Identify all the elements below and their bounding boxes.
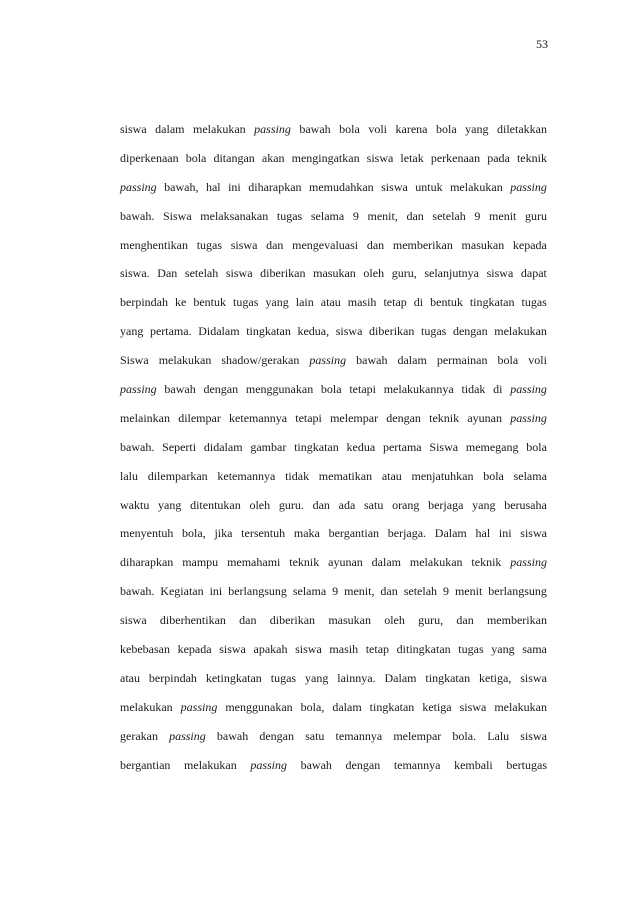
word: siswa <box>120 122 147 136</box>
word: shadow/gerakan <box>221 353 300 368</box>
word: melakukannya <box>383 382 454 397</box>
word: bola <box>320 382 342 397</box>
word: mengevaluasi <box>292 237 359 252</box>
word: 9 <box>332 584 339 599</box>
word: menghentikan <box>120 237 188 252</box>
word: bawah. <box>120 584 155 599</box>
word: bawah <box>300 757 332 772</box>
word: masukan <box>461 237 505 252</box>
word: setelah <box>184 266 219 281</box>
word: siswa <box>295 642 322 657</box>
word: diberikan <box>269 613 316 628</box>
word: teknik <box>471 555 502 570</box>
word: memegang <box>465 439 519 454</box>
word: passing <box>510 555 547 570</box>
word: perkenaan <box>430 150 481 165</box>
word: memberikan <box>392 237 453 252</box>
word: gambar <box>250 439 287 454</box>
word: tingkatan <box>246 324 291 339</box>
word: siswa <box>459 699 487 714</box>
text-line <box>120 726 547 755</box>
text-line <box>120 408 547 437</box>
word: bola <box>436 122 457 136</box>
word: passing <box>510 410 547 425</box>
word: melakukan <box>494 324 547 339</box>
word: melakukan <box>409 555 463 570</box>
word: oleh <box>384 613 405 628</box>
text-line <box>120 610 547 639</box>
text-line <box>120 206 547 235</box>
word: mengingatkan <box>291 150 360 165</box>
word: tingkatan <box>294 439 339 454</box>
word: yang <box>465 122 489 136</box>
word: ditentukan <box>190 497 241 512</box>
word: tugas <box>421 324 447 339</box>
word: menggunakan <box>245 382 314 397</box>
word: bergantian <box>120 757 171 772</box>
word: bawah <box>164 382 196 397</box>
word: berpindah <box>120 295 168 310</box>
word: ketingkatan <box>205 670 262 685</box>
word: menit <box>454 584 483 599</box>
word: passing <box>169 728 206 743</box>
word: 9 <box>474 208 481 223</box>
word: waktu <box>120 497 150 512</box>
word: kebebasan <box>120 642 170 657</box>
word: melakukan <box>184 757 237 772</box>
word: ada <box>338 497 356 512</box>
word: berjaga <box>428 497 464 512</box>
word: mematikan <box>318 468 373 483</box>
word: dalam <box>332 699 362 714</box>
word: dapat <box>520 266 547 281</box>
word: siswa <box>381 179 408 194</box>
word: bola <box>185 150 207 165</box>
word: letak <box>400 150 424 165</box>
word: memahami <box>227 555 281 570</box>
word: bola. <box>452 728 477 743</box>
word: teknik <box>429 410 460 425</box>
word: Dan <box>157 266 178 281</box>
word: dilemparkan <box>147 468 208 483</box>
word: siswa <box>219 642 246 657</box>
word: pertama <box>382 439 422 454</box>
word: selama <box>513 468 547 483</box>
word: tugas <box>521 295 547 310</box>
word: melakukan <box>494 699 547 714</box>
word: dengan <box>386 410 421 425</box>
text-line <box>120 119 547 148</box>
word: siswa <box>520 728 547 743</box>
word: melakukan <box>158 353 212 368</box>
word: siswa <box>225 266 253 281</box>
word: permainan <box>436 353 488 368</box>
word: kepada <box>177 642 212 657</box>
text-line <box>120 292 547 321</box>
word: dan <box>266 237 284 252</box>
word: satu <box>305 728 325 743</box>
word: selama <box>292 584 327 599</box>
word: kedua, <box>297 324 330 339</box>
word: kedua <box>346 439 376 454</box>
word: diletakkan <box>497 122 547 136</box>
text-line <box>120 321 547 350</box>
word: atau <box>120 670 140 685</box>
word: apakah <box>253 642 288 657</box>
word: berusaha <box>504 497 547 512</box>
word: 9 <box>443 584 449 599</box>
word: tingkatan <box>369 699 415 714</box>
word: passing <box>309 353 347 368</box>
word: kepada <box>512 237 547 252</box>
word: ini <box>228 179 241 194</box>
word: bertugas <box>506 757 547 772</box>
word: teknik <box>516 150 547 165</box>
word: tetapi <box>295 410 322 425</box>
word: bentuk <box>430 295 463 310</box>
word: diperkenaan <box>120 150 179 165</box>
word: siswa <box>520 670 547 685</box>
word: melakukan <box>120 699 173 714</box>
word: bawah <box>299 122 331 136</box>
word: ini <box>498 526 512 541</box>
word: masukan <box>313 266 356 281</box>
word: Dalam <box>434 526 467 541</box>
page-number: 53 <box>536 37 548 51</box>
word: passing <box>254 122 291 136</box>
word: gerakan <box>120 728 158 743</box>
word: lainnya. <box>337 670 376 685</box>
text-line <box>120 697 547 726</box>
word: karena <box>395 122 428 136</box>
word: memudahkan <box>309 179 374 194</box>
word: bawah. <box>120 439 155 454</box>
word: passing <box>510 179 547 194</box>
word: ketiga <box>422 699 452 714</box>
text-line <box>120 350 547 379</box>
word: Siswa <box>162 208 192 223</box>
word: orang <box>392 497 420 512</box>
word: dan <box>239 613 257 628</box>
word: tugas <box>270 670 297 685</box>
word: Siswa <box>429 439 459 454</box>
word: tetapi <box>349 382 376 397</box>
word: ayunan <box>467 410 502 425</box>
text-line <box>120 177 547 206</box>
word: temannya <box>393 757 441 772</box>
word: yang <box>158 497 182 512</box>
word: dan <box>406 208 424 223</box>
word: tugas <box>276 208 303 223</box>
word: berlangsung <box>228 584 287 599</box>
word: di <box>493 382 503 397</box>
word: yang <box>120 324 144 339</box>
word: menit, <box>344 584 375 599</box>
word: menggunakan <box>225 699 293 714</box>
word: masukan <box>328 613 371 628</box>
word: maka <box>293 526 320 541</box>
word: dengan <box>259 728 294 743</box>
word: dan <box>366 237 385 252</box>
word: bola, <box>182 526 206 541</box>
word: jika <box>214 526 233 541</box>
word: oleh <box>363 266 385 281</box>
word: passing <box>180 699 218 714</box>
word: dalam <box>155 122 185 136</box>
word: ditingkatan <box>396 642 451 657</box>
word: bola <box>526 439 547 454</box>
word: tugas <box>233 295 259 310</box>
word: siswa. <box>120 266 150 281</box>
word: siswa <box>520 526 547 541</box>
text-line <box>120 148 547 177</box>
word: masih <box>347 295 377 310</box>
text-line <box>120 263 547 292</box>
word: melempar <box>393 728 442 743</box>
word: bola <box>339 122 360 136</box>
word: melainkan <box>120 410 170 425</box>
word: menit <box>489 208 517 223</box>
word: sama <box>522 642 547 657</box>
word: bawah <box>356 353 388 368</box>
word: diharapkan <box>120 555 174 570</box>
word: akan <box>261 150 285 165</box>
word: ini <box>209 584 223 599</box>
word: bola <box>483 468 504 483</box>
word: bola, <box>300 699 325 714</box>
word: menyentuh <box>120 526 174 541</box>
word: hal <box>205 179 221 194</box>
word: berpindah <box>148 670 197 685</box>
word: guru, <box>418 613 444 628</box>
word: dengan <box>203 382 239 397</box>
word: 9 <box>352 208 359 223</box>
word: didalam <box>203 439 243 454</box>
word: satu <box>364 497 384 512</box>
word: selanjutnya <box>424 266 479 281</box>
word: dan <box>456 613 474 628</box>
word: Lalu <box>487 728 510 743</box>
word: Dalam <box>384 670 417 685</box>
word: siswa <box>230 237 258 252</box>
word: setelah <box>403 584 438 599</box>
word: Didalam <box>198 324 240 339</box>
word: lain <box>295 295 314 310</box>
word: bawah <box>216 728 249 743</box>
body-text <box>120 119 547 783</box>
word: bentuk <box>193 295 227 310</box>
word: passing <box>510 382 547 397</box>
word: guru. <box>278 497 304 512</box>
word: lalu <box>120 468 138 483</box>
word: dengan <box>452 324 488 339</box>
word: hal <box>475 526 491 541</box>
word: memberikan <box>486 613 547 628</box>
word: pada <box>487 150 510 165</box>
text-line <box>120 639 547 668</box>
word: melempar <box>330 410 379 425</box>
word: ketemannya <box>217 468 276 483</box>
word: bawah, <box>164 179 199 194</box>
word: ditangan <box>213 150 255 165</box>
word: siswa <box>335 324 363 339</box>
word: berlangsung <box>488 584 547 599</box>
word: tugas <box>196 237 223 252</box>
word: Seperti <box>162 439 197 454</box>
word: melakukan <box>193 122 246 136</box>
word: pertama. <box>149 324 192 339</box>
word: tetap <box>383 295 407 310</box>
text-line <box>120 437 547 466</box>
word: dalam <box>397 353 427 368</box>
word: Siswa <box>120 353 149 368</box>
word: ketemannya <box>229 410 288 425</box>
word: passing <box>120 382 157 397</box>
word: teknik <box>289 555 320 570</box>
word: diberikan <box>260 266 306 281</box>
word: bola <box>497 353 519 368</box>
word: dalam <box>371 555 401 570</box>
text-line <box>120 379 547 408</box>
word: bawah. <box>120 208 155 223</box>
word: tidak <box>285 468 310 483</box>
text-line <box>120 755 547 784</box>
word: ketiga, <box>479 670 512 685</box>
text-line <box>120 552 547 581</box>
text-line <box>120 523 547 552</box>
word: tidak <box>461 382 486 397</box>
text-line <box>120 668 547 697</box>
word: yang <box>491 642 515 657</box>
word: dilempar <box>178 410 221 425</box>
word: tingkatan <box>425 670 471 685</box>
word: yang <box>305 670 329 685</box>
word: diberhentikan <box>159 613 226 628</box>
text-line <box>120 495 547 524</box>
word: menjatuhkan <box>411 468 474 483</box>
word: melaksanakan <box>200 208 269 223</box>
word: voli <box>368 122 388 136</box>
word: dengan <box>345 757 381 772</box>
word: atau <box>320 295 341 310</box>
word: passing <box>250 757 287 772</box>
word: guru <box>525 208 547 223</box>
word: dan <box>312 497 330 512</box>
word: passing <box>120 179 157 194</box>
word: ke <box>175 295 187 310</box>
word: masih <box>329 642 359 657</box>
text-line <box>120 581 547 610</box>
word: berjaga. <box>387 526 427 541</box>
word: di <box>413 295 424 310</box>
word: mampu <box>182 555 219 570</box>
word: voli <box>528 353 547 368</box>
text-line <box>120 235 547 264</box>
word: siswa <box>366 150 394 165</box>
word: ayunan <box>328 555 363 570</box>
text-line <box>120 466 547 495</box>
word: melakukan <box>450 179 503 194</box>
word: diharapkan <box>248 179 302 194</box>
word: diberikan <box>369 324 415 339</box>
word: siswa <box>120 613 147 628</box>
word: tersentuh <box>241 526 286 541</box>
word: temannya <box>335 728 383 743</box>
word: yang <box>265 295 289 310</box>
word: untuk <box>415 179 443 194</box>
word: kembali <box>454 757 493 772</box>
word: Kegiatan <box>160 584 204 599</box>
word: siswa <box>486 266 514 281</box>
word: yang <box>472 497 496 512</box>
word: guru, <box>391 266 417 281</box>
word: dan <box>380 584 398 599</box>
word: setelah <box>432 208 466 223</box>
word: bergantian <box>328 526 380 541</box>
word: atau <box>381 468 402 483</box>
word: tetap <box>365 642 390 657</box>
word: menit, <box>367 208 398 223</box>
word: oleh <box>249 497 271 512</box>
word: tingkatan <box>469 295 515 310</box>
word: tugas <box>458 642 484 657</box>
word: selama <box>310 208 345 223</box>
